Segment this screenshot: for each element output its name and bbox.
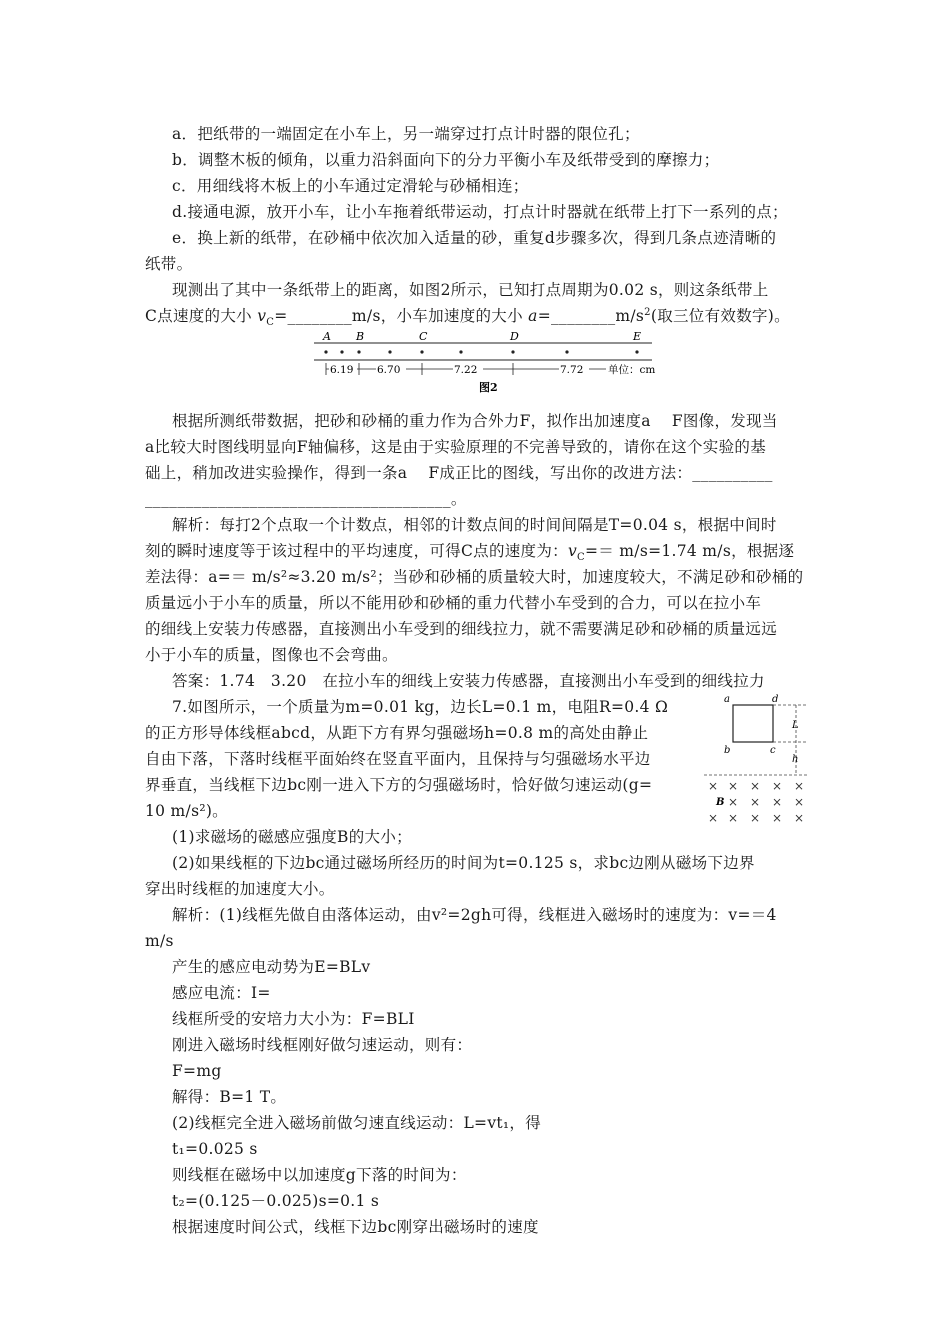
label-field-b: B (716, 797, 725, 808)
point-label-d: D (510, 330, 519, 343)
svg-text:×: × (794, 779, 805, 793)
solution-line9: t₁=0.025 s (172, 1140, 258, 1158)
reason-line1: 根据所测纸带数据，把砂和砂桶的重力作为合外力F，拟作出加速度a F图像，发现当 (172, 412, 778, 430)
solution-line5: 刚进入磁场时线框刚好做匀速运动，则有： (172, 1036, 473, 1054)
answer-line: 答案：1.74 3.20 在拉小车的细线上安装力传感器，直接测出小车受到的细线拉力 (172, 672, 765, 690)
problem7-q2-line2: 穿出时线框的加速度大小。 (145, 880, 335, 898)
problem7-q2-line1: (2)如果线框的下边bc通过磁场所经历的时间为t=0.125 s，求bc边刚从磁场下边界 (172, 854, 755, 872)
problem7-line3: 自由下落，下落时线框平面始终在竖直平面内，且保持与匀强磁场水平边 (145, 750, 651, 768)
problem7-line1: 7.如图所示，一个质量为m=0.01 kg，边长L=0.1 m，电阻R=0.4 Ω (172, 698, 669, 716)
step-c: c．用细线将木板上的小车通过定滑轮与砂桶相连； (172, 177, 529, 195)
point-label-b: B (356, 330, 365, 343)
figure-2-tape (310, 329, 670, 399)
solution-line1b: m/s (145, 932, 174, 950)
svg-text:×: × (772, 811, 783, 825)
step-e-line2: 纸带。 (145, 255, 193, 273)
problem7-line4: 界垂直，当线框下边bc刚一进入下方的匀强磁场时，恰好做匀速运动(g= (145, 776, 653, 794)
analysis-line4: 质量远小于小车的质量，所以不能用砂和砂桶的重力代替小车受到的合力，可以在拉小车 (145, 594, 762, 612)
analysis-line1: 解析：每打2个点取一个计数点，相邻的计数点间的时间间隔是T=0.04 s，根据中间时 (172, 516, 777, 534)
reason-line4: ______________________________________。 (145, 490, 467, 508)
svg-text:×: × (794, 811, 805, 825)
svg-text:×: × (708, 811, 719, 825)
figure-7-magnetic-field (700, 688, 840, 830)
solution-line1: 解析：(1)线框先做自由落体运动，由v²=2gh可得，线框进入磁场时的速度为：v=＝4 (172, 906, 777, 924)
solution-line7: 解得：B=1 T。 (172, 1088, 287, 1106)
label-length: L (792, 720, 799, 731)
label-c: c (770, 745, 776, 756)
analysis-line3: 差法得：a=＝ m/s²≈3.20 m/s²；当砂和砂桶的质量较大时，加速度较大，不满足砂和砂桶的 (145, 568, 804, 586)
analysis-line6: 小于小车的质量，图像也不会弯曲。 (145, 646, 398, 664)
distance-ab: 6.19 (330, 364, 354, 376)
solution-line10: 则线框在磁场中以加速度g下落的时间为： (172, 1166, 467, 1184)
label-d: d (772, 694, 779, 705)
reason-line2: a比较大时图线明显向F轴偏移，这是由于实验原理的不完善导致的，请你在这个实验的基 (145, 438, 766, 456)
analysis-line5: 的细线上安装力传感器，直接测出小车受到的细线拉力，就不需要满足砂和砂桶的质量远远 (145, 620, 778, 638)
svg-text:×: × (750, 779, 761, 793)
svg-text:×: × (772, 779, 783, 793)
label-height: h (792, 754, 799, 765)
problem7-line5: 10 m/s²)。 (145, 802, 228, 820)
question-line1: 现测出了其中一条纸带上的距离，如图2所示，已知打点周期为0.02 s，则这条纸带上 (172, 281, 769, 299)
analysis-line2: 刻的瞬时速度等于该过程中的平均速度，可得C点的速度为：$v_C== m/s=1.74$ m/s，根据逐 (145, 542, 795, 564)
problem7-q1: (1)求磁场的磁感应强度B的大小； (172, 828, 412, 846)
distance-de: 7.72 (560, 364, 584, 376)
svg-text:×: × (750, 811, 761, 825)
solution-line4: 线框所受的安培力大小为：F=BLI (172, 1010, 415, 1028)
svg-text:×: × (728, 779, 739, 793)
step-e-line1: e．换上新的纸带，在砂桶中依次加入适量的砂，重复d步骤多次，得到几条点迹清晰的 (172, 229, 777, 247)
solution-line3: 感应电流：I= (172, 984, 271, 1002)
solution-line11: t₂=(0.125－0.025)s=0.1 s (172, 1192, 380, 1210)
svg-text:×: × (728, 795, 739, 809)
question-line2: C点速度的大小 $v_C=\_\_\_\_\_\_\_\_m/s$，小车加速度的大小 $a=\_\_\_\_\_\_\_\_m/s^2$(取三位有效数字)。 (145, 306, 790, 329)
solution-line6: F=mg (172, 1062, 222, 1080)
step-d: d.接通电源，放开小车，让小车拖着纸带运动，打点计时器就在纸带上打下一系列的点； (172, 203, 788, 221)
problem7-line2: 的正方形导体线框abcd，从距下方有界匀强磁场h=0.8 m的高处由静止 (145, 724, 649, 742)
svg-text:×: × (728, 811, 739, 825)
point-label-a: A (323, 330, 331, 343)
tape-dots (324, 350, 638, 353)
point-label-c: C (419, 330, 428, 343)
unit-label: 单位：cm (608, 364, 656, 376)
label-b: b (724, 745, 731, 756)
label-a: a (724, 694, 730, 705)
point-label-e: E (633, 330, 642, 343)
figure-2-caption: 图2 (479, 381, 498, 394)
reason-line3: 础上，稍加改进实验操作，得到一条a F成正比的图线，写出你的改进方法：__________ (145, 464, 773, 482)
solution-line8: (2)线框完全进入磁场前做匀速直线运动：L=vt₁，得 (172, 1114, 542, 1132)
svg-text:×: × (708, 779, 719, 793)
wire-frame (733, 705, 773, 742)
distance-bc: 6.70 (377, 364, 401, 376)
svg-text:×: × (750, 795, 761, 809)
step-a: a．把纸带的一端固定在小车上，另一端穿过打点计时器的限位孔； (172, 125, 640, 143)
solution-line2: 产生的感应电动势为E=BLv (172, 958, 371, 976)
svg-text:×: × (794, 795, 805, 809)
svg-text:×: × (772, 795, 783, 809)
solution-line12: 根据速度时间公式，线框下边bc刚穿出磁场时的速度 (172, 1218, 539, 1236)
distance-cd: 7.22 (454, 364, 478, 376)
step-b: b．调整木板的倾角，以重力沿斜面向下的分力平衡小车及纸带受到的摩擦力； (172, 151, 720, 169)
